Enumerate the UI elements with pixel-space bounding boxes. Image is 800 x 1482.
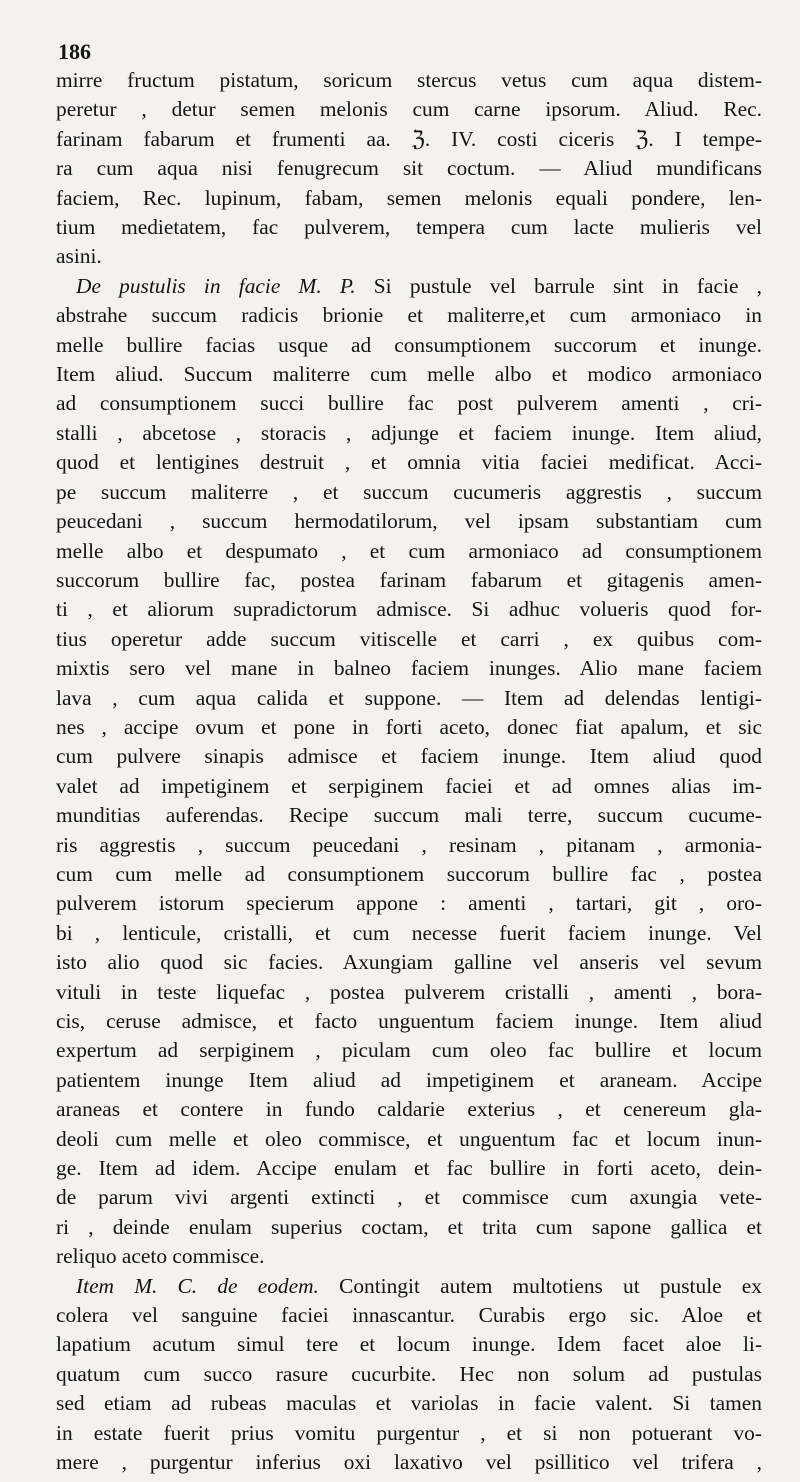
text-line (56, 889, 762, 918)
text-line (56, 625, 762, 654)
text-line (56, 919, 762, 948)
text-line (56, 419, 762, 448)
line-text: abstrahe succum radicis brionie et maliterre,et cum armoniaco in (56, 303, 762, 328)
line-text: ge. Item ad idem. Accipe enulam et fac bullire in forti aceto, dein- (56, 1156, 762, 1181)
line-text: nes , accipe ovum et pone in forti aceto, donec fiat apalum, et sic (56, 714, 762, 739)
line-text: pe succum maliterre , et succum cucumeris aggrestis , succum (56, 479, 762, 504)
section-heading: Item M. C. de eodem. (76, 1273, 319, 1298)
line-text: cum pulvere sinapis admisce et faciem inunge. Item aliud quod (56, 744, 762, 769)
text-line (56, 1360, 762, 1389)
text-line (56, 66, 762, 95)
line-text: valet ad impetiginem et serpiginem faciei et ad omnes alias im- (56, 773, 762, 798)
line-text: quatum cum succo rasure cucurbite. Hec non solum ad pustulas (56, 1361, 762, 1386)
text-line (56, 537, 762, 566)
line-text: patientem inunge Item aliud ad impetiginem et araneam. Accipe (56, 1067, 762, 1092)
text-line (56, 948, 762, 977)
line-text: melle albo et despumato , et cum armoniaco ad consumptionem (56, 538, 762, 563)
line-text: deoli cum melle et oleo commisce, et unguentum fac et locum inun- (56, 1126, 762, 1151)
line-text: ri , deinde enulam superius coctam, et trita cum sapone gallica et (56, 1214, 762, 1239)
text-line (56, 654, 762, 683)
text-line (56, 684, 762, 713)
text-line (56, 1448, 762, 1477)
text-line (56, 331, 762, 360)
text-line (56, 713, 762, 742)
text-line (56, 301, 762, 330)
text-line (56, 448, 762, 477)
line-text: ti , et aliorum supradictorum admisce. Si adhuc volueris quod for- (56, 597, 762, 622)
line-text: ra cum aqua nisi fenugrecum sit coctum. — Aliud mundificans (56, 156, 762, 181)
line-text: peucedani , succum hermodatilorum, vel ipsam substantiam cum (56, 509, 762, 534)
text-line (56, 1183, 762, 1212)
line-text: ad consumptionem succi bullire fac post pulverem amenti , cri- (56, 391, 762, 416)
line-text: munditias auferendas. Recipe succum mali terre, succum cucume- (56, 803, 762, 828)
text-line (56, 95, 762, 124)
text-line (56, 978, 762, 1007)
text-line (56, 772, 762, 801)
text-line (56, 125, 762, 154)
line-text: peretur , detur semen melonis cum carne ipsorum. Aliud. Rec. (56, 97, 762, 122)
line-text: Si pustule vel barrule sint in facie , (355, 273, 762, 298)
line-text: vituli in teste liquefac , postea pulverem cristalli , amenti , bora- (56, 979, 762, 1004)
body-text (56, 66, 762, 1478)
line-text: cum cum melle ad consumptionem succorum bullire fac , postea (56, 861, 762, 886)
line-text: lapatium acutum simul tere et locum inunge. Idem facet aloe li- (56, 1332, 762, 1357)
line-text: sed etiam ad rubeas maculas et variolas in facie valent. Si tamen (56, 1391, 762, 1416)
line-text: isto alio quod sic facies. Axungiam galline vel anseris vel sevum (56, 950, 762, 975)
text-line (56, 831, 762, 860)
line-text: mirre fructum pistatum, soricum stercus vetus cum aqua distem- (56, 68, 762, 92)
line-text: colera vel sanguine faciei innascantur. Curabis ergo sic. Aloe et (56, 1303, 762, 1328)
text-line (56, 1419, 762, 1448)
line-text: ris aggrestis , succum peucedani , resinam , pitanam , armonia- (56, 832, 762, 857)
text-line (56, 1330, 762, 1359)
line-text: quod et lentigines destruit , et omnia vitia faciei medificat. Acci- (56, 450, 762, 475)
line-text: stalli , abcetose , storacis , adjunge et faciem inunge. Item aliud, (56, 420, 762, 445)
line-text: succorum bullire fac, postea farinam fabarum et gitagenis amen- (56, 567, 762, 592)
line-text: mixtis sero vel mane in balneo faciem inunges. Alio mane faciem (56, 656, 762, 681)
line-text: de parum vivi argenti extincti , et commisce cum axungia vete- (56, 1185, 762, 1210)
text-line (56, 154, 762, 183)
line-text: Item aliud. Succum maliterre cum melle albo et modico armoniaco (56, 362, 762, 387)
line-text: araneas et contere in fundo caldarie exterius , et cenereum gla- (56, 1097, 762, 1122)
text-line (56, 507, 762, 536)
text-line (56, 1272, 762, 1301)
line-text: mere , purgentur inferius oxi laxativo vel psillitico vel trifera , (56, 1450, 762, 1475)
line-text: in estate fuerit prius vomitu purgentur , et si non potuerant vo- (56, 1420, 762, 1445)
text-line (56, 801, 762, 830)
text-line (56, 272, 762, 301)
text-line (56, 860, 762, 889)
text-line (56, 478, 762, 507)
page-number: 186 (58, 39, 91, 64)
text-line (56, 1007, 762, 1036)
text-line (56, 213, 762, 242)
line-text: cis, ceruse admisce, et facto unguentum faciem inunge. Item aliud (56, 1009, 762, 1033)
text-line (56, 1389, 762, 1418)
text-line (56, 1213, 762, 1242)
text-line (56, 1095, 762, 1124)
text-line (56, 360, 762, 389)
text-line (56, 389, 762, 418)
line-text: Contingit autem multotiens ut pustule ex (318, 1273, 762, 1298)
text-line (56, 242, 762, 271)
text-line (56, 1154, 762, 1183)
text-line (56, 1301, 762, 1330)
text-line (56, 742, 762, 771)
line-text: tius operetur adde succum vitiscelle et carri , ex quibus com- (56, 626, 762, 651)
line-text: melle bullire facias usque ad consumptionem succorum et inunge. (56, 332, 762, 357)
text-line (56, 1036, 762, 1065)
line-text: faciem, Rec. lupinum, fabam, semen melonis equali pondere, len- (56, 185, 762, 210)
text-line (56, 184, 762, 213)
text-line (56, 566, 762, 595)
line-text: reliquo aceto commisce. (56, 1244, 265, 1269)
text-line (56, 1066, 762, 1095)
text-line (56, 1242, 762, 1271)
line-text: asini. (56, 244, 102, 269)
line-text: bi , lenticule, cristalli, et cum necesse fuerit faciem inunge. Vel (56, 920, 762, 945)
line-text: expertum ad serpiginem , piculam cum oleo fac bullire et locum (56, 1038, 762, 1063)
line-text: lava , cum aqua calida et suppone. — Item ad delendas lentigi- (56, 685, 762, 710)
text-line (56, 1125, 762, 1154)
text-line (56, 595, 762, 624)
section-heading: De pustulis in facie M. P. (76, 273, 356, 298)
line-text: tium medietatem, fac pulverem, tempera cum lacte mulieris vel (56, 215, 762, 240)
line-text: farinam fabarum et frumenti aa. ℨ. IV. costi ciceris ℨ. I tempe- (56, 126, 762, 151)
line-text: pulverem istorum specierum appone : amenti , tartari, git , oro- (56, 891, 762, 916)
